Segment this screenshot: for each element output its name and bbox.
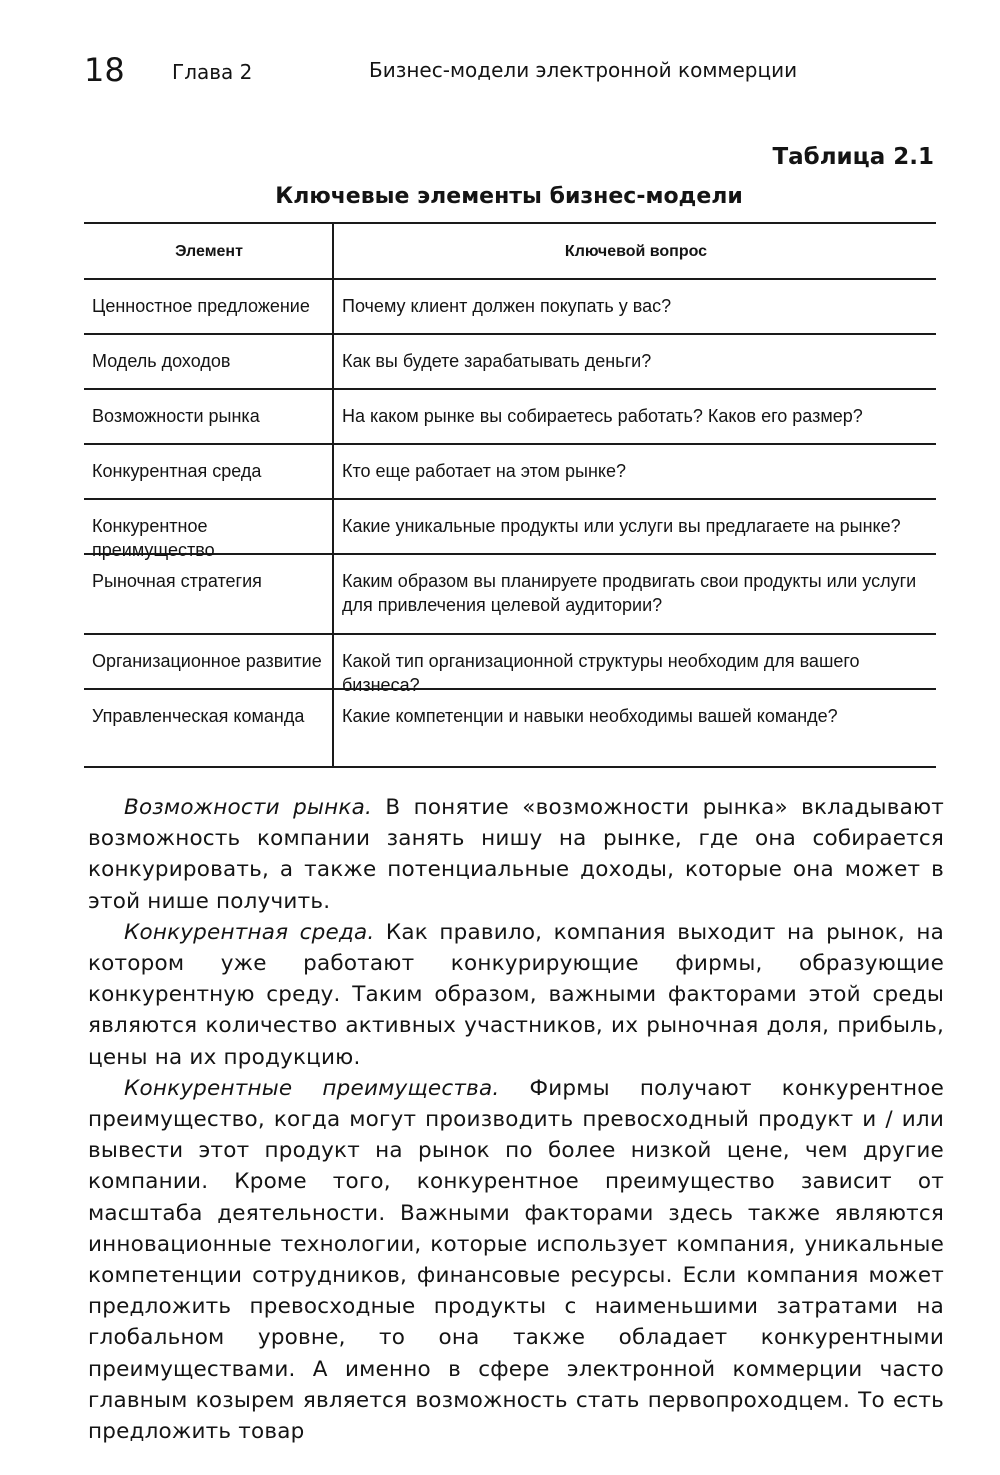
paragraph-competitive-advantage (88, 1073, 944, 1447)
question-cell: Какой тип организационной структуры необходим для вашего бизнеса? (342, 651, 860, 695)
table-row (84, 280, 936, 335)
paragraph-lead: Конкурентные преимущества. (124, 1075, 500, 1101)
chapter-label: Глава 2 (172, 60, 253, 84)
table-row (84, 390, 936, 445)
table-row (84, 445, 936, 500)
column-header-question: Ключевой вопрос (564, 243, 708, 260)
table-row (84, 555, 936, 635)
paragraph-market-opportunity (88, 792, 944, 917)
paragraph-competitive-environment (88, 917, 944, 1073)
chapter-title: Бизнес-модели электронной коммерции (369, 58, 798, 82)
element-cell: Управленческая команда (84, 690, 334, 766)
question-cell: Каким образом вы планируете продвигать свои продукты или услуги для привлечения целевой аудитории? (342, 571, 917, 615)
table-row (84, 635, 936, 695)
business-model-table (84, 222, 936, 768)
question-cell: Кто еще работает на этом рынке? (342, 461, 626, 481)
element-cell: Возможности рынка (84, 390, 334, 443)
table-row (84, 500, 936, 560)
paragraph-text: В понятие «возможности рынка» вкладывают возможность компании занять нишу на рынке, где она собирается конкурировать, а также потенциальные доходы, которые она может в этой нише получить. (88, 795, 945, 914)
paragraph-lead: Возможности рынка. (124, 795, 372, 820)
body-text (88, 792, 944, 1447)
question-cell: Какие компетенции и навыки необходимы вашей команде? (342, 706, 838, 726)
question-cell: Какие уникальные продукты или услуги вы предлагаете на рынке? (342, 516, 901, 536)
element-cell: Конкурентное преимущество (84, 500, 334, 553)
question-cell: Как вы будете зарабатывать деньги? (342, 351, 652, 371)
element-cell: Модель доходов (84, 335, 334, 388)
paragraph-lead: Конкурентная среда. (124, 919, 375, 945)
element-cell: Организационное развитие (84, 635, 334, 688)
element-cell: Конкурентная среда (84, 445, 334, 498)
page-number: 18 (84, 51, 125, 89)
element-cell: Рыночная стратегия (84, 555, 334, 633)
table-header-row (84, 224, 936, 280)
table-row (84, 690, 936, 766)
table-row (84, 335, 936, 390)
element-cell: Ценностное предложение (84, 280, 334, 333)
question-cell: Почему клиент должен покупать у вас? (342, 296, 672, 316)
table-number: Таблица 2.1 (772, 144, 934, 170)
column-header-element: Элемент (84, 224, 334, 278)
question-cell: На каком рынке вы собираетесь работать? Каков его размер? (342, 406, 863, 426)
table-title: Ключевые элементы бизнес-модели (275, 184, 743, 209)
paragraph-text: Фирмы получают конкурентное преимущество, когда могут производить превосходный продукт и / или вывести этот продукт на рынок по более низкой цене, чем другие компании. Кроме того, конкурентное преимущество зависит от масштаба деятельности. Важными факторами здесь также являются инновационные технологии, которые использует компания, уникальные компетенции сотрудников, финансовые ресурсы. Если компания может предложить превосходные продукты с наименьшими затратами на глобальном уровне, то она также обладает конкурентными преимуществами. А именно в сфере электронной коммерции часто главным козырем является возможность стать первопроходцем. То есть предложить товар (88, 1075, 945, 1445)
paragraph-text: Как правило, компания выходит на рынок, на котором уже работают конкурирующие фирмы, образующие конкурентную среду. Таким образом, важными факторами этой среды являются количество активных участников, их рыночная доля, прибыль, цены на их продукцию. (88, 919, 944, 1070)
running-header (84, 50, 944, 90)
